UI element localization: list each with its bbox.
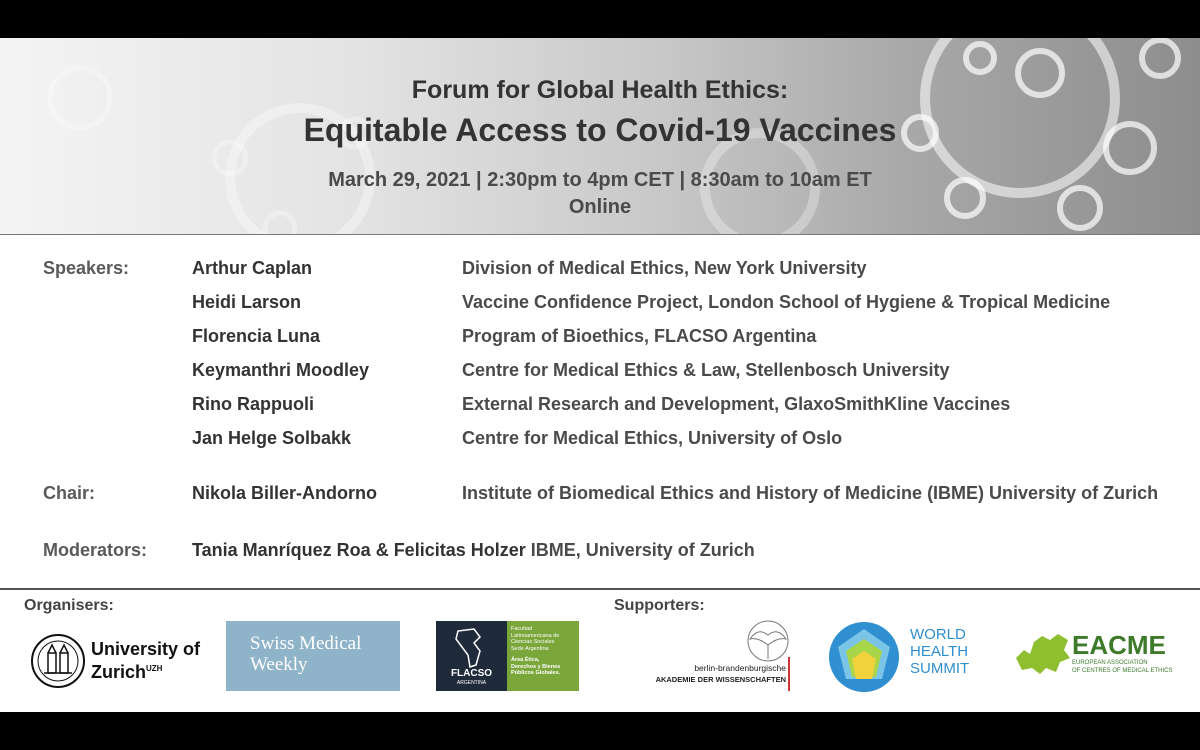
speaker-name: Arthur Caplan	[192, 258, 313, 278]
speaker-affiliation: Centre for Medical Ethics, University of Oslo	[462, 428, 843, 448]
program-section	[0, 235, 1200, 590]
moderators-label: Moderators:	[43, 540, 148, 560]
flacso-green-panel	[507, 621, 579, 691]
header-banner	[0, 38, 1200, 235]
whs-line2: HEALTH	[910, 643, 969, 660]
flacso-text-line: Facultad	[511, 626, 533, 632]
organisers-label: Organisers:	[24, 597, 114, 614]
flacso-text-line: Derechos y Bienes	[511, 663, 561, 670]
whs-emblem-icon	[828, 621, 900, 693]
chair-affiliation: Institute of Biomedical Ethics and History of Medicine (IBME) University of Zurich	[462, 483, 1159, 503]
eacme-sub2: OF CENTRES OF MEDICAL ETHICS	[1072, 668, 1173, 674]
flacso-sub: ARGENTINA	[456, 680, 487, 686]
speaker-name: Florencia Luna	[192, 326, 321, 346]
flacso-dark-panel	[436, 621, 507, 691]
supporters-label: Supporters:	[614, 597, 705, 614]
moderator-names: Tania Manríquez Roa & Felicitas Holzer	[192, 540, 526, 560]
flacso-text-line: Área Ética,	[511, 657, 540, 663]
event-datetime: March 29, 2021 | 2:30pm to 4pm CET | 8:30am to 10am ET	[328, 169, 872, 191]
whs-line3: SUMMIT	[910, 660, 970, 677]
speaker-affiliation: Centre for Medical Ethics & Law, Stellenbosch University	[462, 360, 950, 380]
americas-map-icon	[436, 621, 507, 671]
speakers-label: Speakers:	[43, 258, 130, 278]
world-health-summit-logo	[828, 621, 988, 693]
eacme-name: EACME	[1072, 630, 1166, 660]
swiss-medical-weekly-logo	[226, 621, 400, 691]
uzh-logo	[30, 632, 210, 690]
event-location: Online	[568, 196, 632, 218]
footer-divider	[0, 588, 1200, 590]
smw-line1: Swiss Medical	[250, 633, 362, 654]
bbaw-line2: AKADEMIE DER WISSENSCHAFTEN	[655, 675, 786, 684]
speaker-name: Keymanthri Moodley	[192, 360, 370, 380]
eacme-logo	[1012, 628, 1187, 688]
flacso-logo	[436, 621, 579, 691]
uzh-sup: UZH	[146, 664, 163, 673]
speaker-name: Rino Rappuoli	[192, 394, 314, 414]
bbaw-logo	[640, 619, 800, 691]
whs-line1: WORLD	[910, 626, 966, 643]
chair-name: Nikola Biller-Andorno	[192, 483, 378, 503]
speaker-name: Heidi Larson	[192, 292, 302, 312]
speaker-affiliation: Vaccine Confidence Project, London School of Hygiene & Tropical Medicine	[462, 292, 1111, 312]
flacso-text-line: Públicos Globales.	[511, 670, 561, 676]
flacso-text-line: Latinoamericana de	[511, 632, 560, 639]
eacme-sub1: EUROPEAN ASSOCIATION	[1072, 660, 1148, 666]
uzh-line1: University of	[91, 639, 201, 659]
flacso-name: FLACSO	[450, 668, 493, 679]
flacso-text-line: Ciencias Sociales	[511, 639, 555, 645]
event-slide	[0, 38, 1200, 712]
speaker-affiliation: Division of Medical Ethics, New York University	[462, 258, 867, 278]
forum-name: Forum for Global Health Ethics:	[411, 76, 789, 104]
smw-line2: Weekly	[250, 654, 308, 675]
moderator-affiliation: IBME, University of Zurich	[530, 540, 755, 560]
bbaw-red-bar	[788, 657, 790, 691]
flacso-text-line: Sede Argentina	[511, 645, 549, 652]
uzh-seal-icon	[30, 633, 86, 689]
event-title: Equitable Access to Covid-19 Vaccines	[303, 112, 897, 148]
speaker-affiliation: External Research and Development, GlaxoSmithKline Vaccines	[462, 394, 1011, 414]
chair-label: Chair:	[43, 483, 96, 503]
speaker-affiliation: Program of Bioethics, FLACSO Argentina	[462, 326, 817, 346]
moderators-line	[192, 540, 755, 561]
speaker-name: Jan Helge Solbakk	[192, 428, 352, 448]
uzh-line2: Zurich	[91, 662, 147, 682]
europe-map-icon	[1012, 628, 1072, 678]
bbaw-line1: berlin-brandenburgische	[694, 663, 786, 673]
